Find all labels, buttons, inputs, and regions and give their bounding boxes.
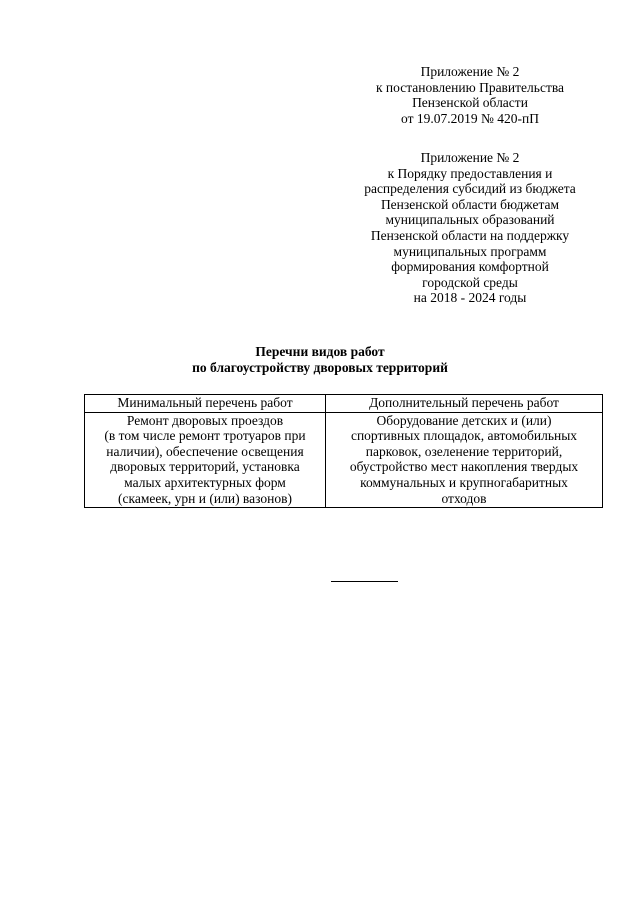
appendix-line: к Порядку предоставления и <box>387 165 553 181</box>
appendix-line: городской среды <box>422 274 518 290</box>
appendix-line: к постановлению Правительства <box>375 79 565 95</box>
appendix-line: Пензенской области бюджетам <box>380 196 560 212</box>
appendix-line: от 19.07.2019 № 420-пП <box>401 110 539 126</box>
appendix-line: Пензенской области <box>412 95 528 111</box>
cell-line: парковок, озеленение территорий, <box>365 443 563 459</box>
cell-line: отходов <box>441 490 487 506</box>
table-header-row <box>85 395 603 413</box>
appendix-line: Приложение № 2 <box>420 150 520 165</box>
cell-line: спортивных площадок, автомобильных <box>350 428 578 444</box>
cell-line: обустройство мест накопления твердых <box>349 459 579 475</box>
table-row <box>85 412 603 508</box>
cell-line: Оборудование детских и (или) <box>376 412 552 428</box>
appendix-line: Пензенской области на поддержку <box>370 227 570 243</box>
appendix-line: муниципальных программ <box>393 243 547 259</box>
cell-line: Ремонт дворовых проездов <box>126 412 284 428</box>
title-line-1: Перечни видов работ <box>255 344 385 359</box>
cell-line: (в том числе ремонт тротуаров при <box>104 428 306 444</box>
appendix-line: формирования комфортной <box>391 259 549 275</box>
appendix-to-order <box>330 150 610 306</box>
cell-line: малых архитектурных форм <box>124 474 286 490</box>
title-line-2: по благоустройству дворовых территорий <box>192 359 448 375</box>
cell-minimal-works <box>85 412 326 508</box>
appendix-line: на 2018 - 2024 годы <box>413 290 527 306</box>
cell-line: дворовых территорий, установка <box>110 459 300 475</box>
appendix-to-resolution <box>330 64 610 126</box>
header-additional-list: Дополнительный перечень работ <box>326 395 603 413</box>
cell-line: наличии), обеспечение освещения <box>106 443 304 459</box>
closing-rule <box>331 581 398 582</box>
appendix-line: распределения субсидий из бюджета <box>364 181 576 197</box>
works-table <box>84 394 603 508</box>
cell-line: коммунальных и крупногабаритных <box>360 474 568 490</box>
header-minimal-list: Минимальный перечень работ <box>85 395 326 413</box>
appendix-line: Приложение № 2 <box>420 64 520 79</box>
cell-line: (скамеек, урн и (или) вазонов) <box>118 490 292 506</box>
appendix-line: муниципальных образований <box>385 212 555 228</box>
cell-additional-works <box>326 412 603 508</box>
document-title <box>0 344 640 375</box>
